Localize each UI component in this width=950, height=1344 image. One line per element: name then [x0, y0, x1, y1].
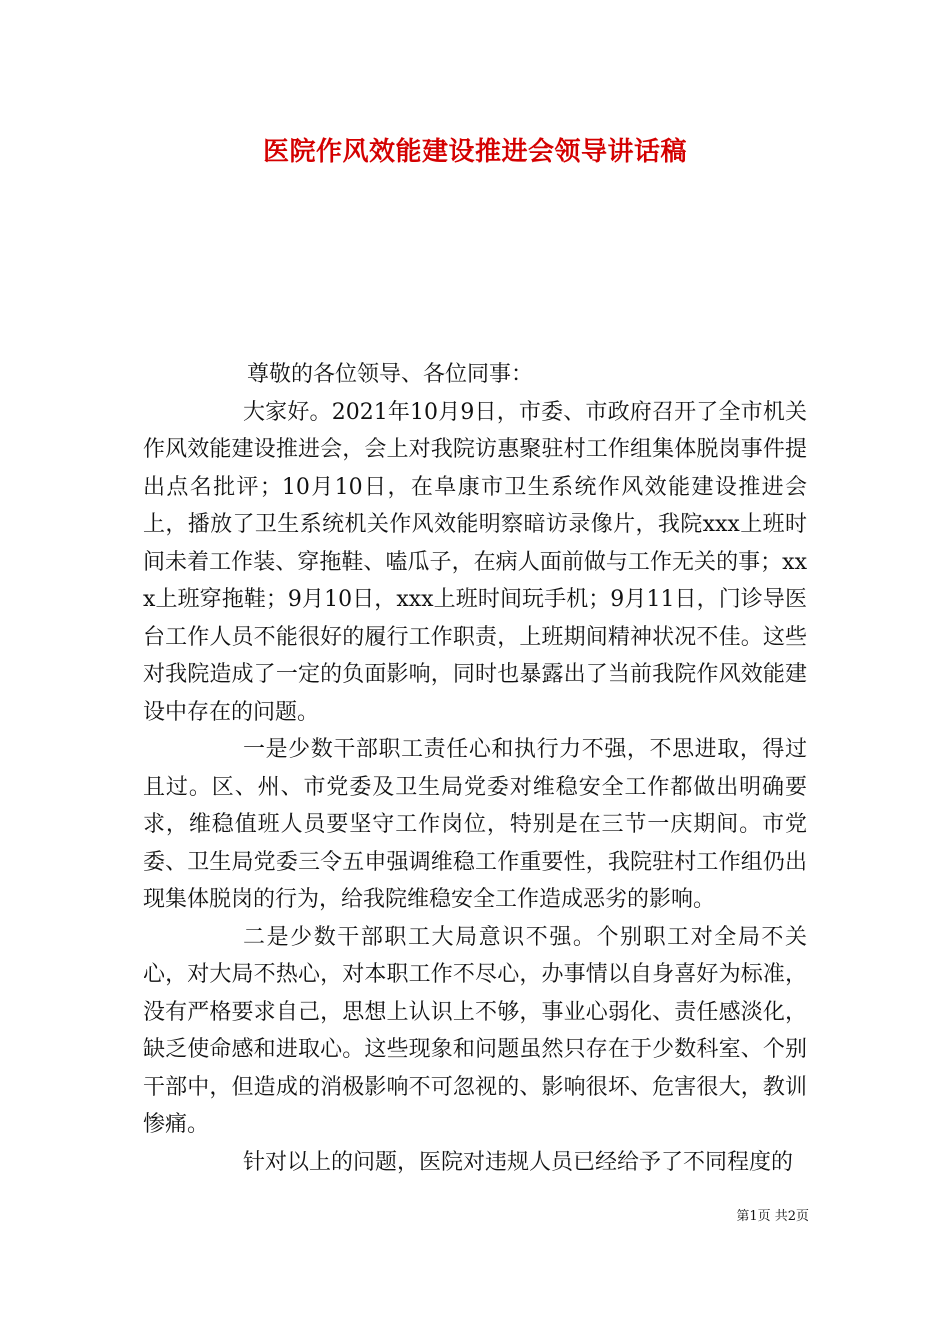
paragraph-intro: 大家好。2021年10月9日，市委、市政府召开了全市机关作风效能建设推进会，会上对我院访惠聚驻村工作组集体脱岗事件提出点名批评；10月10日，在阜康市卫生系统作风效能建设推进会上，播放了卫生系统机关作风效能明察暗访录像片，我院xxx上班时间未着工作装、穿拖鞋、嗑瓜子，在病人面前做与工作无关的事；xxx上班穿拖鞋；9月10日，xxx上班时间玩手机；9月11日，门诊导医台工作人员不能很好的履行工作职责，上班期间精神状况不佳。这些对我院造成了一定的负面影响，同时也暴露出了当前我院作风效能建设中存在的问题。 [143, 399, 807, 725]
paragraph-point-one: 一是少数干部职工责任心和执行力不强，不思进取，得过且过。区、州、市党委及卫生局党委对维稳安全工作都做出明确要求，维稳值班人员要坚守工作岗位，特别是在三节一庆期间。市党委、卫生局党委三令五申强调维稳工作重要性，我院驻村工作组仍出现集体脱岗的行为，给我院维稳安全工作造成恶劣的影响。 [143, 737, 807, 912]
document-body [143, 356, 807, 1181]
paragraph-point-two: 二是少数干部职工大局意识不强。个别职工对全局不关心，对大局不热心，对本职工作不尽心，办事情以自身喜好为标准，没有严格要求自己，思想上认识上不够，事业心弱化、责任感淡化，缺乏使命感和进取心。这些现象和问题虽然只存在于少数科室、个别干部中，但造成的消极影响不可忽视的、影响很坏、危害很大，教训惨痛。 [143, 924, 807, 1137]
document-title: 医院作风效能建设推进会领导讲话稿 [262, 137, 687, 167]
salutation: 尊敬的各位领导、各位同事： [247, 362, 534, 387]
paragraph-measures: 针对以上的问题，医院对违规人员已经给予了不同程度的 [243, 1149, 794, 1175]
page-number: 第1页 共2页 [736, 1209, 809, 1224]
